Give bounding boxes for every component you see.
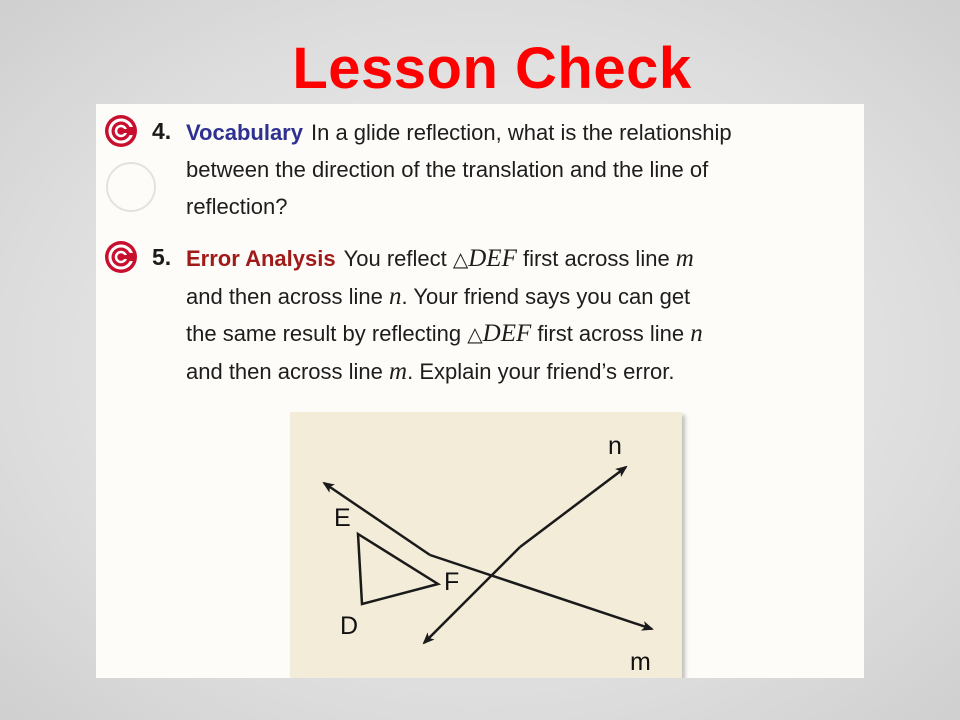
line-m bbox=[430, 555, 652, 629]
line-n bbox=[424, 547, 520, 643]
ghost-icon bbox=[106, 162, 156, 212]
label-d: D bbox=[340, 612, 359, 640]
problem-heading: Error Analysis bbox=[186, 246, 336, 271]
label-n: n bbox=[608, 432, 622, 460]
problem-line: reflection? bbox=[186, 194, 288, 219]
problem-heading: Vocabulary bbox=[186, 120, 303, 145]
problem-line: between the direction of the translation and the line of bbox=[186, 157, 709, 182]
label-m: m bbox=[630, 648, 651, 676]
triangle-symbol: △ bbox=[467, 322, 483, 346]
problem-text bbox=[186, 114, 846, 225]
problem-number: 5. bbox=[152, 244, 172, 270]
connecting-concepts-icon bbox=[104, 114, 138, 148]
connecting-concepts-icon bbox=[104, 240, 138, 274]
triangle-symbol: △ bbox=[452, 247, 469, 271]
textbook-page bbox=[96, 104, 864, 678]
slide-title: Lesson Check bbox=[292, 36, 692, 101]
diagram-svg bbox=[290, 412, 682, 678]
problem-number: 4. bbox=[152, 118, 172, 144]
reflection-diagram bbox=[290, 412, 682, 678]
line-n bbox=[520, 467, 626, 547]
label-e: E bbox=[334, 504, 351, 532]
problem-line: In a glide reflection, what is the relationship bbox=[310, 120, 732, 145]
problem-text: Error Analysis You reflect △DEF first across line m and then across line n. Your friend says you can get the same result by reflecting △DEF first across line n and then across line m. Explain your friend’s error. bbox=[186, 245, 703, 385]
label-f: F bbox=[444, 568, 460, 596]
triangle-def bbox=[358, 534, 438, 604]
